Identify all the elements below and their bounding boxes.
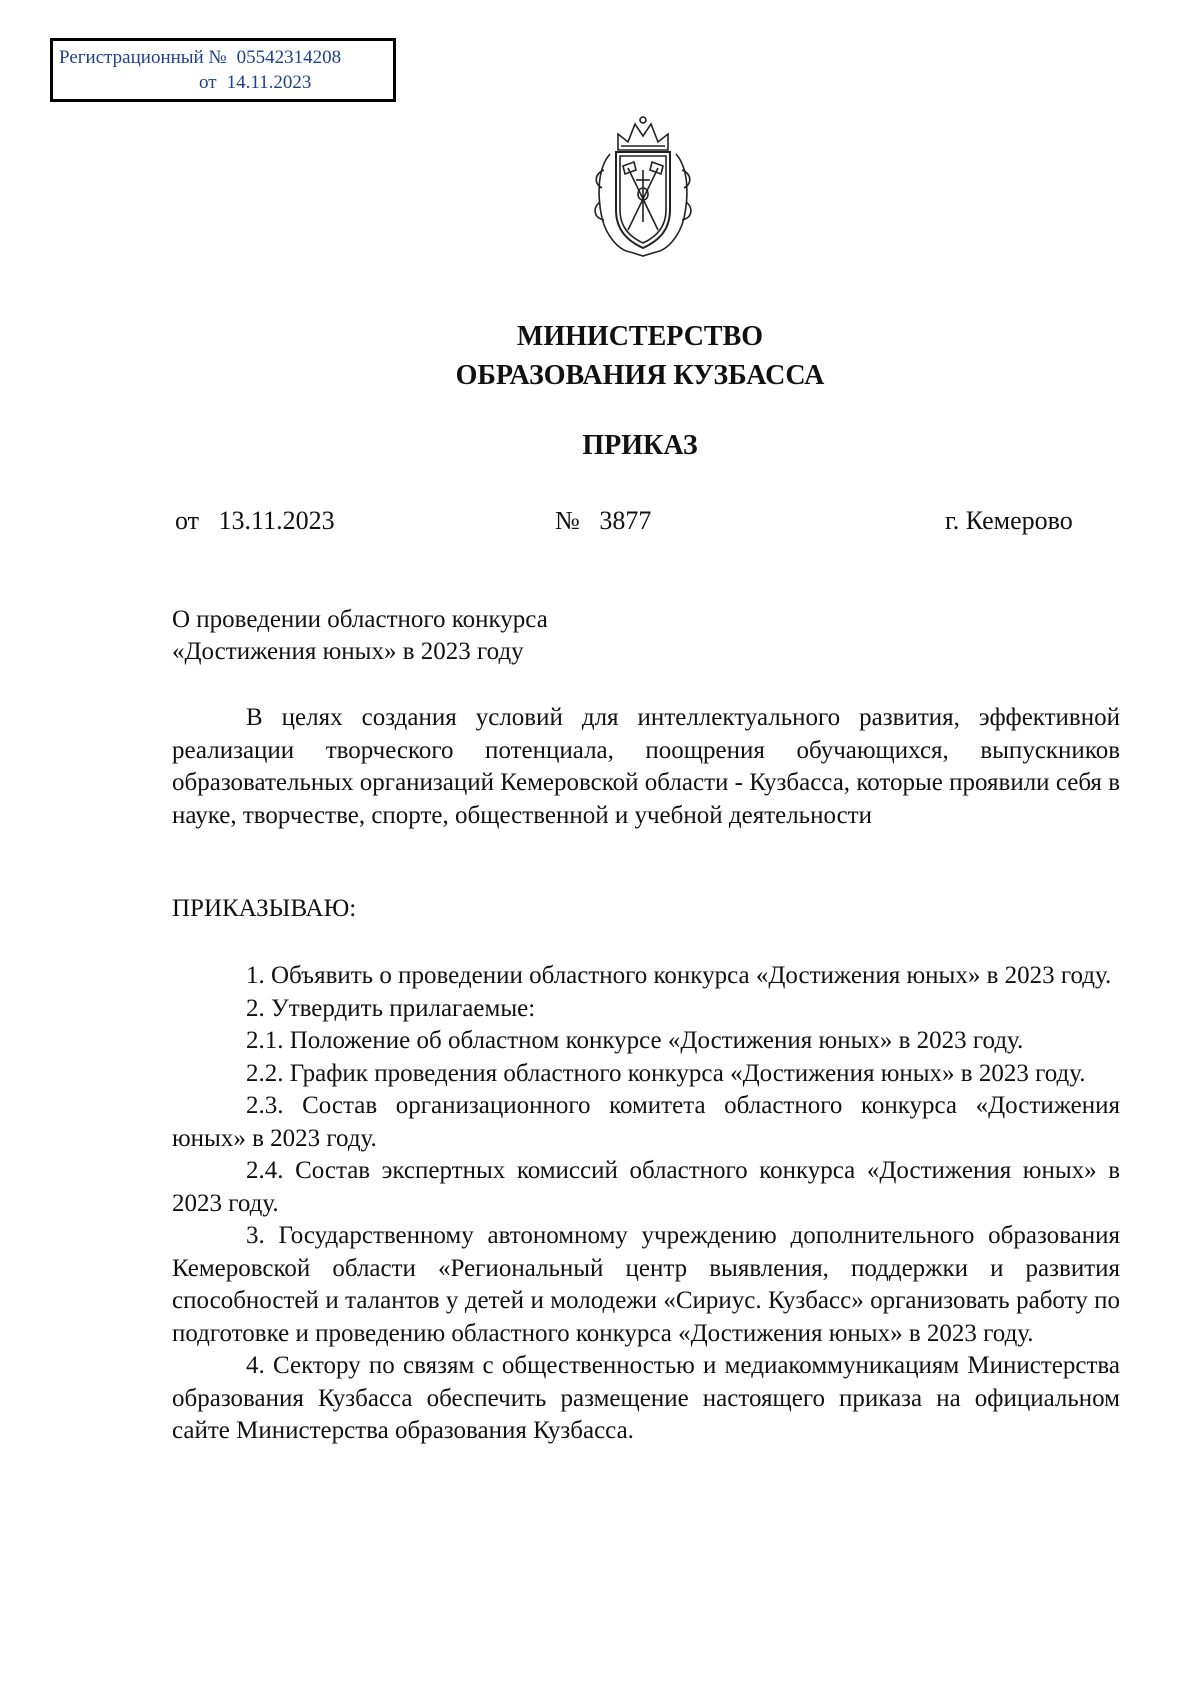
registration-label: Регистрационный № <box>59 47 227 68</box>
order-date <box>175 504 335 538</box>
registration-date: 14.11.2023 <box>226 72 312 93</box>
order-item: 2.2. График проведения областного конкурса «Достижения юных» в 2023 году. <box>246 1059 1086 1087</box>
order-number <box>555 504 651 538</box>
registration-number: 05542314208 <box>236 47 342 68</box>
order-subject-line1: О проведении областного конкурса <box>172 606 548 633</box>
order-items <box>172 960 1120 1448</box>
order-item: 1. Объявить о проведении областного конкурса «Достижения юных» в 2023 году. <box>246 962 1112 989</box>
order-date-prefix: от <box>175 506 200 535</box>
kuzbass-coat-of-arms-icon <box>588 110 698 260</box>
order-item: 3. Государственному автономному учреждению дополнительного образования Кемеровской области «Региональный центр выявления, поддержки и развития способностей и талантов у детей и молодежи «Сириус. Кузбасс» организовать работу по подготовке и проведению областного конкурса «Достижения юных» в 2023 году. <box>172 1222 1120 1347</box>
order-item: 2. Утвердить прилагаемые: <box>246 994 536 1022</box>
order-subject-line2: «Достижения юных» в 2023 году <box>172 638 524 665</box>
order-item: 4. Сектору по связям с общественностью и медиакоммуникациям Министерства образования Кузбасса обеспечить размещение настоящего приказа на официальном сайте Министерства образования Кузбасса. <box>172 1352 1120 1444</box>
order-item: 2.1. Положение об областном конкурсе «Достижения юных» в 2023 году. <box>246 1027 1024 1054</box>
registration-stamp <box>50 38 396 102</box>
registration-date-prefix: от <box>199 72 217 93</box>
document-type-title: ПРИКАЗ <box>582 430 698 461</box>
preamble-text: В целях создания условий для интеллектуального развития, эффективной реализации творческого потенциала, поощрения обучающихся, выпускников образовательных организаций Кемеровской области - Кузбасса, которые проявили себя в науке, творчестве, спорте, общественной и учебной деятельности <box>172 704 1120 829</box>
order-city: г. Кемерово <box>945 506 1073 535</box>
order-number-value: 3877 <box>599 506 652 535</box>
order-subject <box>172 604 548 668</box>
order-item: 2.4. Состав экспертных комиссий областного конкурса «Достижения юных» в 2023 году. <box>172 1157 1120 1217</box>
ministry-name-line2: ОБРАЗОВАНИЯ КУЗБАССА <box>455 360 825 391</box>
order-date-value: 13.11.2023 <box>218 506 335 535</box>
order-number-prefix: № <box>555 506 580 535</box>
preamble-paragraph <box>172 702 1120 832</box>
ministry-name-line1: МИНИСТЕРСТВО <box>516 321 764 352</box>
order-word: ПРИКАЗЫВАЮ: <box>172 895 357 922</box>
order-item: 2.3. Состав организационного комитета областного конкурса «Достижения юных» в 2023 году. <box>172 1092 1120 1152</box>
